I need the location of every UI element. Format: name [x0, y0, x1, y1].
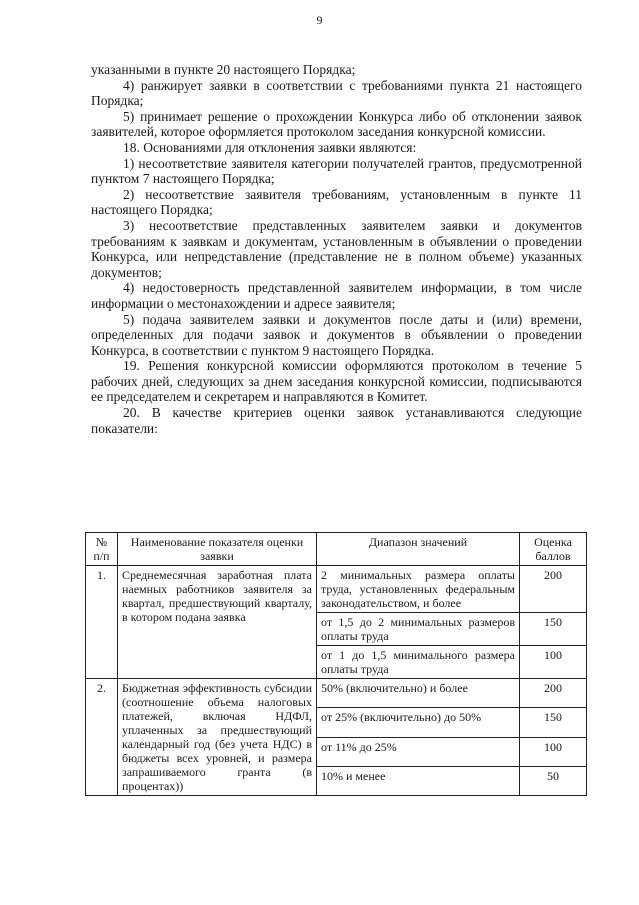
header-range: Диапазон значений	[317, 533, 520, 566]
score: 200	[520, 566, 587, 613]
paragraph: 18. Основаниями для отклонения заявки являются:	[123, 139, 417, 155]
paragraph: 3) несоответствие представленных заявителем заявки и документов требованиям к заявкам и документам, установленным в объявлении о проведении Конкурса, или непредставление (представление не в полном объеме) указанных документов;	[91, 217, 582, 280]
header-score: Оценка баллов	[520, 533, 587, 566]
score: 150	[520, 708, 587, 737]
paragraph: 1) несоответствие заявителя категории получателей грантов, предусмотренной пунктом 7 настоящего Порядка;	[91, 155, 582, 187]
value-range: 50% (включительно) и более	[317, 679, 520, 708]
body-text	[91, 62, 582, 436]
page-number: 9	[316, 13, 323, 27]
value-range: от 1 до 1,5 минимального размера оплаты труда	[317, 646, 520, 679]
paragraph: 4) ранжирует заявки в соответствии с требованиями пункта 21 настоящего Порядка;	[91, 77, 582, 109]
paragraph: 19. Решения конкурсной комиссии оформляются протоколом в течение 5 рабочих дней, следующих за днем заседания конкурсной комиссии, подписываются ее председателем и секретарем и направляются в Комитет.	[91, 358, 582, 405]
paragraph: 5) принимает решение о прохождении Конкурса либо об отклонении заявок заявителей, которое оформляется протоколом заседания конкурсной комиссии.	[91, 108, 582, 140]
value-range: от 11% до 25%	[317, 737, 520, 766]
indicator-name: Среднемесячная заработная плата наемных работников заявителя за квартал, предшествующий кварталу, в котором подана заявка	[118, 566, 317, 679]
row-number: 1.	[86, 566, 118, 679]
paragraph: указанными в пункте 20 настоящего Порядка;	[91, 62, 356, 77]
value-range: 2 минимальных размера оплаты труда, установленных федеральным законодательством, и более	[317, 566, 520, 613]
score: 200	[520, 679, 587, 708]
paragraph: 2) несоответствие заявителя требованиям, установленным в пункте 11 настоящего Порядка;	[91, 186, 582, 218]
value-range: от 25% (включительно) до 50%	[317, 708, 520, 737]
score: 100	[520, 737, 587, 766]
criteria-table	[85, 532, 587, 796]
score: 50	[520, 766, 587, 795]
paragraph: 20. В качестве критериев оценки заявок устанавливаются следующие показатели:	[91, 405, 582, 436]
value-range: от 1,5 до 2 минимальных размеров оплаты труда	[317, 613, 520, 646]
table-row	[86, 679, 587, 708]
row-number: 2.	[86, 679, 118, 796]
score: 150	[520, 613, 587, 646]
value-range: 10% и менее	[317, 766, 520, 795]
indicator-name: Бюджетная эффективность субсидии (соотношение объема налоговых платежей, включая НДФЛ, уплаченных за предшествующий календарный год (без учета НДС) в бюджеты всех уровней, и размера запрашиваемого гранта (в процентах))	[118, 679, 317, 796]
header-num: № п/п	[86, 533, 118, 566]
table-row	[86, 566, 587, 613]
header-name: Наименование показателя оценки заявки	[118, 533, 317, 566]
table-header-row	[86, 533, 587, 566]
score: 100	[520, 646, 587, 679]
paragraph: 4) недостоверность представленной заявителем информации, в том числе информации о местонахождении и адресе заявителя;	[91, 280, 582, 311]
paragraph: 5) подача заявителем заявки и документов после даты и (или) времени, определенных для подачи заявок и документов в объявлении о проведении Конкурса, в соответствии с пунктом 9 настоящего Порядка.	[91, 311, 582, 358]
